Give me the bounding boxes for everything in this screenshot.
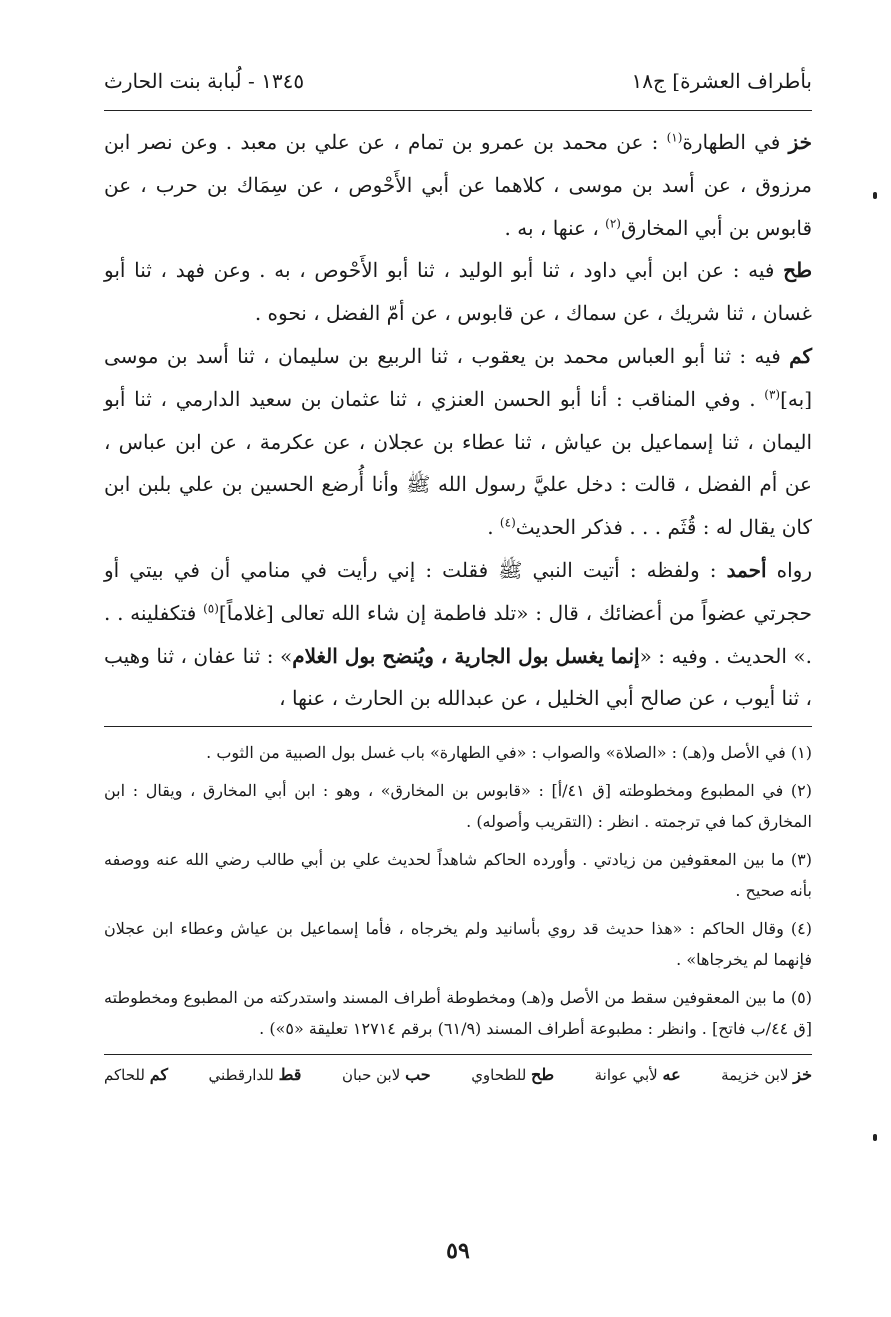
footnote-2: (٢) في المطبوع ومخطوطته [ق ٤١/أ] : «قابوس بن المخارق» ، وهو : ابن أبي المخارق ، ويقال : ابن المخارق كما في ترجمته . انظر : (التقريب وأصوله) . [104, 781, 813, 832]
paragraph-text: فيه : عن ابن أبي داود ، ثنا أبو الوليد ، ثنا أبو الأَحْوص ، به . وعن فهد ، ثنا أبو غسان ، ثنا شريك ، عن سماك ، عن قابوس ، عن أمّ الفضل ، نحوه . [104, 258, 812, 326]
main-text [104, 121, 812, 720]
margin-mark [873, 1134, 877, 1141]
paragraph-ahmad [104, 549, 812, 720]
legend-abbr: كم [149, 1065, 168, 1085]
header-volume-title: بأطراف العشرة] ج١٨ [631, 69, 812, 93]
page-number: ٥٩ [446, 1238, 470, 1264]
footnote-divider [104, 726, 812, 727]
legend-name: لابن حبان [341, 1066, 401, 1085]
footnote-marker-1[interactable]: (١) [666, 130, 683, 145]
legend-item-hb [342, 1055, 431, 1095]
footnote-5: (٥) ما بين المعقوفين سقط من الأصل و(هـ) ومخطوطة أطراف المسند واستدركته من المطبوع ومخطوطته [ق ٤٤/ب فاتح] . وانظر : مطبوعة أطراف المسند (٦١/٩) برقم ١٢٧١٤ تعليقة «٥») . [104, 988, 812, 1039]
header-entry-title: ١٣٤٥ - لُبابة بنت الحارث [104, 69, 305, 93]
footnote-1: (١) في الأصل و(هـ) : «الصلاة» والصواب : «في الطهارة» باب غسل بول الصبية من الثوب . [206, 743, 812, 763]
footnote-4: (٤) وقال الحاكم : «هذا حديث قد روي بأسانيد ولم يخرجاه ، فأما إسماعيل بن عياش وعطاء ابن عجلان فإنهما لم يخرجاها» . [104, 919, 813, 970]
legend-name: للدارقطني [208, 1066, 274, 1085]
paragraph-text: فيه : ثنا أبو العباس محمد بن يعقوب ، ثنا الربيع بن سليمان ، ثنا أسد بن موسى [به] [104, 343, 813, 411]
sigla-khz: خز [788, 130, 813, 154]
legend-item-ah [595, 1055, 681, 1095]
legend-abbr: عه [662, 1065, 681, 1085]
paragraph-text: : عن محمد بن عمرو بن تمام ، عن علي بن معبد . وعن نصر ابن مرزوق ، عن أسد بن موسى ، كلاهما عن أبي الأَحْوص ، عن سِمَاك بن حرب ، عن قابوس بن أبي المخارق [104, 130, 812, 240]
footnotes [104, 737, 812, 1044]
legend-item-khz [721, 1055, 812, 1095]
legend-item-qt [209, 1055, 302, 1095]
paragraph-th [104, 249, 812, 335]
footnote-3: (٣) ما بين المعقوفين من زيادتي . وأورده الحاكم شاهداً لحديث علي بن أبي طالب رضي الله عنه ووصفه بأنه صحيح . [104, 850, 812, 901]
book-page [104, 52, 812, 1302]
legend-item-th [471, 1055, 554, 1095]
paragraph-text: ، عنها ، به . [504, 215, 606, 240]
legend-abbr: خز [793, 1065, 812, 1085]
abbreviation-legend [104, 1055, 812, 1095]
footnote-marker-2[interactable]: (٢) [605, 215, 621, 230]
paragraph-km [104, 335, 812, 549]
legend-abbr: قط [278, 1065, 302, 1085]
legend-name: للحاكم [104, 1066, 145, 1085]
hadith-phrase: إنما يغسل بول الجارية ، ويُنضح بول الغلام [292, 643, 640, 668]
paragraph-text: . [487, 515, 500, 540]
sigla-km: كم [789, 343, 812, 368]
margin-mark [873, 192, 877, 199]
paragraph-text: : ولفظه : أتيت النبي ﷺ فقلت : إني رأيت في منامي أن في بيتي أو حجرتي عضواً من أعضائك ، قال : «تلد فاطمة إن شاء الله تعالى [غلاماً] [104, 557, 812, 625]
footnote-marker-3[interactable]: (٣) [764, 387, 781, 402]
running-header [104, 52, 812, 111]
legend-name: لابن خزيمة [721, 1066, 789, 1085]
legend-name: للطحاوي [471, 1066, 527, 1085]
paragraph-text: رواه [766, 557, 812, 582]
paragraph-text: فتكفلينه . . .» الحديث . وفيه : « [104, 600, 812, 668]
footnote-marker-4[interactable]: (٤) [499, 515, 516, 530]
legend-name: لأبي عوانة [594, 1066, 658, 1085]
legend-abbr: طح [531, 1065, 555, 1085]
legend-abbr: حب [405, 1065, 431, 1085]
legend-item-km [104, 1055, 168, 1095]
paragraph-khz [104, 121, 812, 249]
paragraph-text: . وفي المناقب : أنا أبو الحسن العنزي ، ثنا عثمان بن سعيد الدارمي ، ثنا أبو اليمان ، ثنا إسماعيل بن عياش ، ثنا عطاء بن عجلان ، عن عكرمة ، عن ابن عباس ، عن أم الفضل ، قالت : دخل عليَّ رسول الله ﷺ وأنا أُرضع الحسين بن علي بلبن ابن كان يقال له : قُثَم . . . فذكر الحديث [104, 386, 812, 540]
sigla-th: طح [783, 258, 812, 283]
paragraph-text: في الطهارة [682, 130, 781, 154]
paragraph-text: » : ثنا عفان ، ثنا وهيب ، ثنا أيوب ، عن صالح أبي الخليل ، عن عبدالله بن الحارث ، عنها ، [104, 643, 812, 711]
name-ahmad: أحمد [726, 557, 767, 582]
footnote-marker-5[interactable]: (٥) [203, 601, 219, 616]
